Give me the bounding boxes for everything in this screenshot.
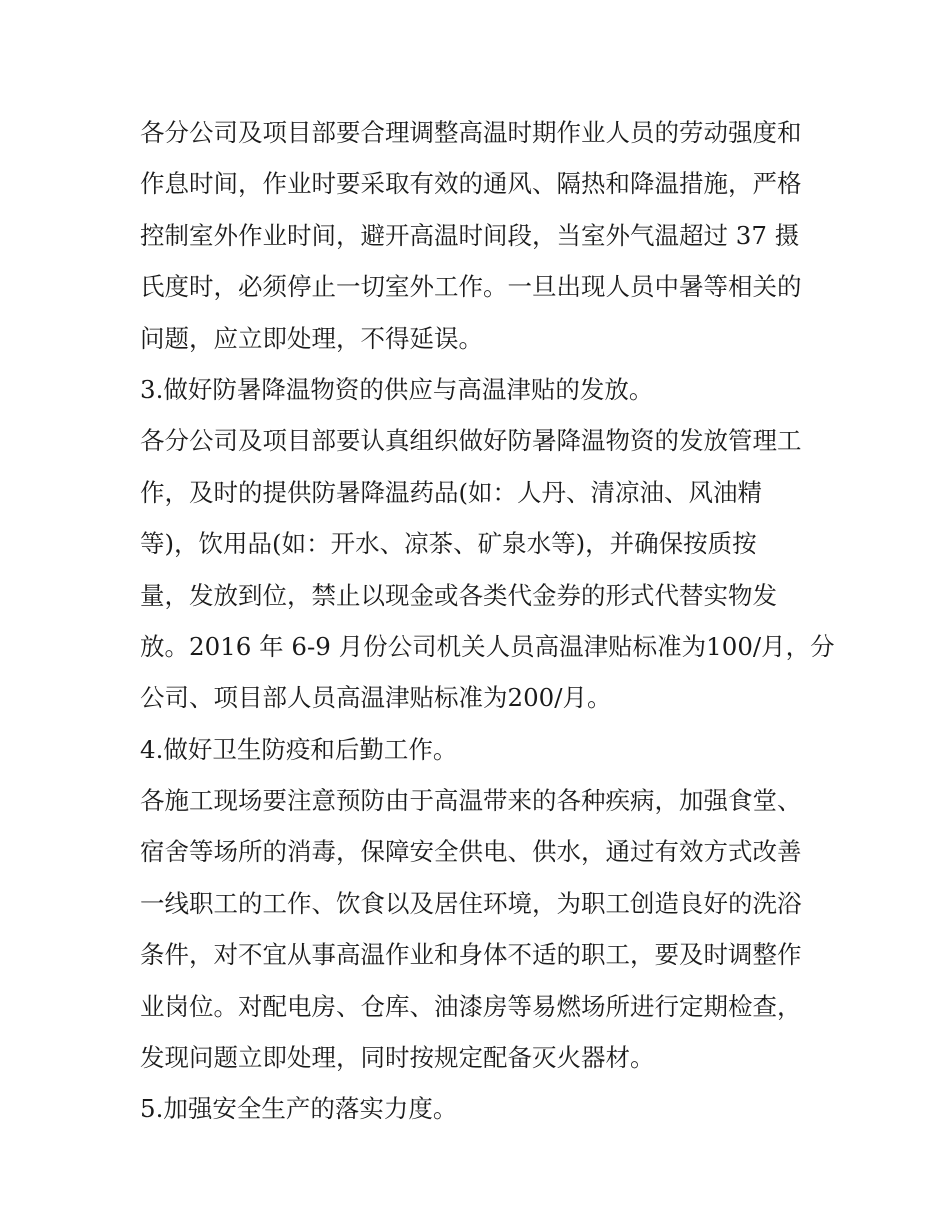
paragraph-line: 各分公司及项目部要认真组织做好防暑降温物资的发放管理工 (140, 426, 802, 456)
paragraph-line: 作，及时的提供防暑降温药品(如：人丹、清凉油、风油精 (140, 477, 763, 507)
paragraph-line: 控制室外作业时间，避开高温时间段，当室外气温超过 37 摄 (140, 220, 800, 250)
paragraph-line: 量，发放到位，禁止以现金或各类代金券的形式代替实物发 (140, 580, 777, 610)
section-heading-5: 5.加强安全生产的落实力度。 (140, 1094, 458, 1124)
paragraph-line: 一线职工的工作、饮食以及居住环境，为职工创造良好的洗浴 (140, 888, 802, 918)
section-heading-4: 4.做好卫生防疫和后勤工作。 (140, 734, 458, 764)
paragraph-line: 宿舍等场所的消毒，保障安全供电、供水，通过有效方式改善 (140, 837, 802, 867)
paragraph-line: 作息时间，作业时要采取有效的通风、隔热和降温措施，严格 (140, 169, 802, 199)
paragraph-line: 等)，饮用品(如：开水、凉茶、矿泉水等)，并确保按质按 (140, 529, 757, 559)
paragraph-line: 业岗位。对配电房、仓库、油漆房等易燃场所进行定期检查， (140, 991, 802, 1021)
paragraph-line: 公司、项目部人员高温津贴标准为200/月。 (140, 683, 612, 713)
section-heading-3: 3.做好防暑降温物资的供应与高温津贴的发放。 (140, 374, 654, 404)
paragraph-line: 发现问题立即处理，同时按规定配备灭火器材。 (140, 1043, 655, 1073)
paragraph-line: 问题，应立即处理，不得延误。 (140, 323, 483, 353)
paragraph-line: 放。2016 年 6-9 月份公司机关人员高温津贴标准为100/月，分 (140, 631, 835, 661)
paragraph-line: 条件，对不宜从事高温作业和身体不适的职工，要及时调整作 (140, 940, 802, 970)
paragraph-line: 氏度时，必须停止一切室外工作。一旦出现人员中暑等相关的 (140, 272, 802, 302)
paragraph-line: 各分公司及项目部要合理调整高温时期作业人员的劳动强度和 (140, 118, 802, 147)
document-body (140, 107, 835, 1135)
paragraph-line: 各施工现场要注意预防由于高温带来的各种疾病，加强食堂、 (140, 786, 802, 816)
